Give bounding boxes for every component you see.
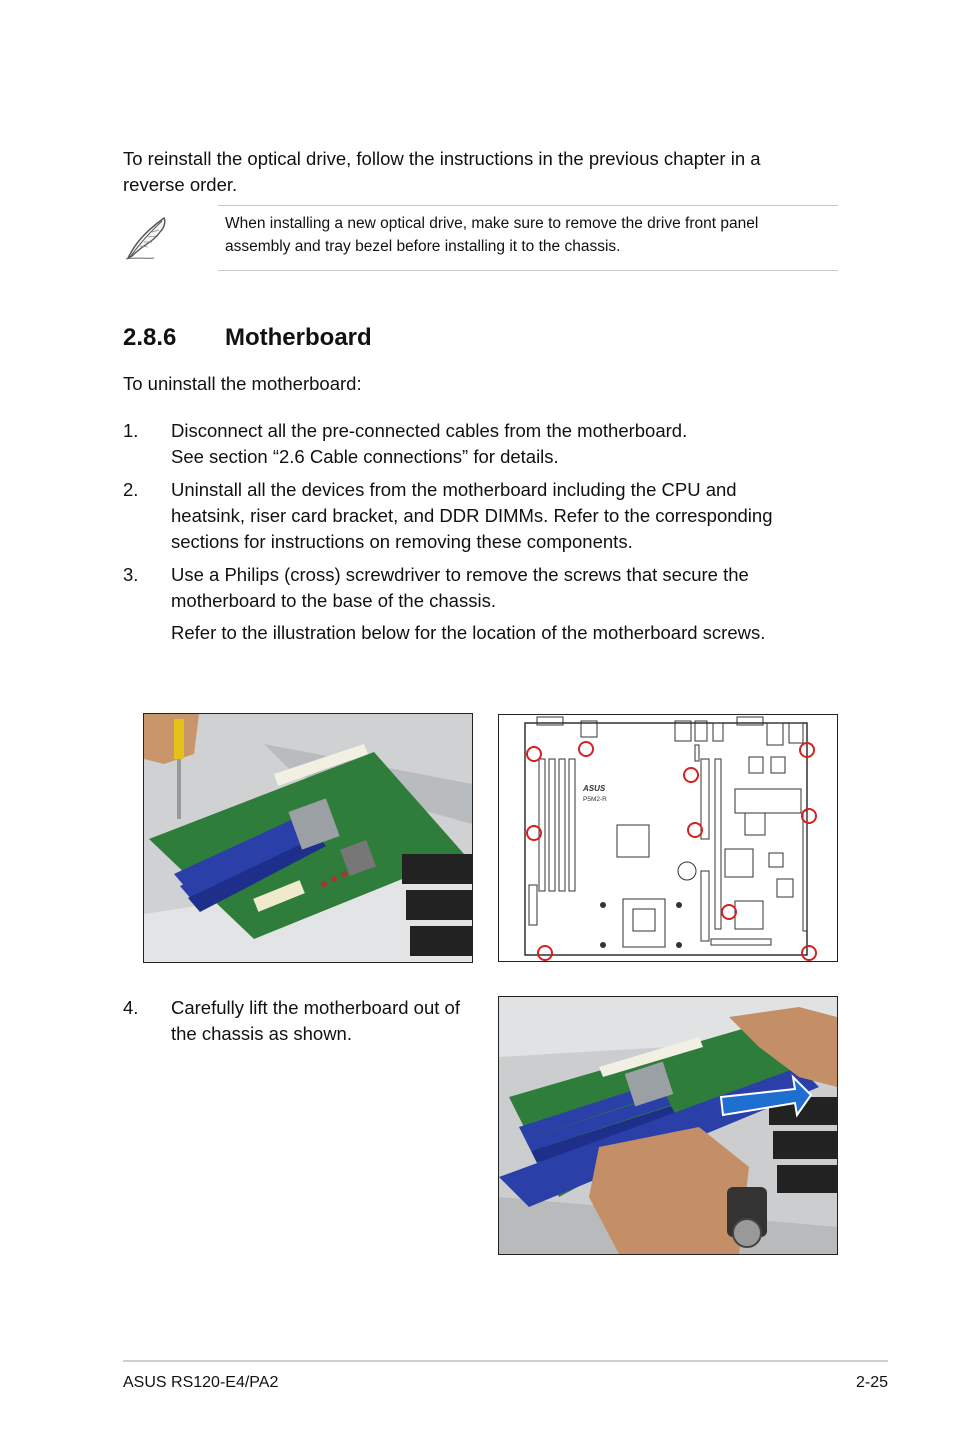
lead-text: To uninstall the motherboard: xyxy=(123,373,362,394)
step-2-line-1: Uninstall all the devices from the motherboard including the CPU and xyxy=(171,479,737,500)
note-line-1: When installing a new optical drive, make sure to remove the drive front panel xyxy=(225,215,759,232)
note-line-2: assembly and tray bezel before installing it to the chassis. xyxy=(225,238,621,255)
step-2-text xyxy=(171,477,773,555)
diagram-brand: ASUS xyxy=(583,784,606,793)
intro-line-1: To reinstall the optical drive, follow the instructions in the previous chapter in a xyxy=(123,148,761,169)
step-3-line-1: Use a Philips (cross) screwdriver to remove the screws that secure the xyxy=(171,564,749,585)
step-1-line-2: See section “2.6 Cable connections” for details. xyxy=(171,446,559,467)
section-title: Motherboard xyxy=(225,324,372,351)
motherboard-screw-diagram xyxy=(498,714,838,962)
intro-paragraph xyxy=(123,146,761,198)
step-3-text xyxy=(171,562,749,614)
note-box xyxy=(218,205,838,271)
step-1-line-1: Disconnect all the pre-connected cables from the motherboard. xyxy=(171,420,688,441)
step-2-number: 2. xyxy=(123,479,139,500)
step-2-line-3: sections for instructions on removing these components. xyxy=(171,531,633,552)
step-3-line-2: motherboard to the base of the chassis. xyxy=(171,590,496,611)
step-1-number: 1. xyxy=(123,420,139,441)
section-number: 2.8.6 xyxy=(123,324,177,351)
photo-remove-screws xyxy=(143,713,473,963)
step-2-line-2: heatsink, riser card bracket, and DDR DIMMs. Refer to the corresponding xyxy=(171,505,773,526)
step-4-text xyxy=(171,995,460,1047)
footer-page-number: 2-25 xyxy=(855,1374,888,1391)
footer-product: ASUS RS120-E4/PA2 xyxy=(123,1374,279,1391)
photo-lift-motherboard xyxy=(498,996,838,1255)
step-4-number: 4. xyxy=(123,997,139,1018)
intro-line-2: reverse order. xyxy=(123,174,238,195)
step-3-number: 3. xyxy=(123,564,139,585)
step-4-line-1: Carefully lift the motherboard out of xyxy=(171,997,460,1018)
step-1-text xyxy=(171,418,687,470)
step-4-line-2: the chassis as shown. xyxy=(171,1023,352,1044)
diagram-model: P5M2-R xyxy=(583,796,607,803)
section-heading xyxy=(123,324,372,352)
footer-divider xyxy=(123,1360,888,1362)
feather-pen-icon xyxy=(120,212,172,264)
step-3-extra: Refer to the illustration below for the location of the motherboard screws. xyxy=(171,622,766,643)
